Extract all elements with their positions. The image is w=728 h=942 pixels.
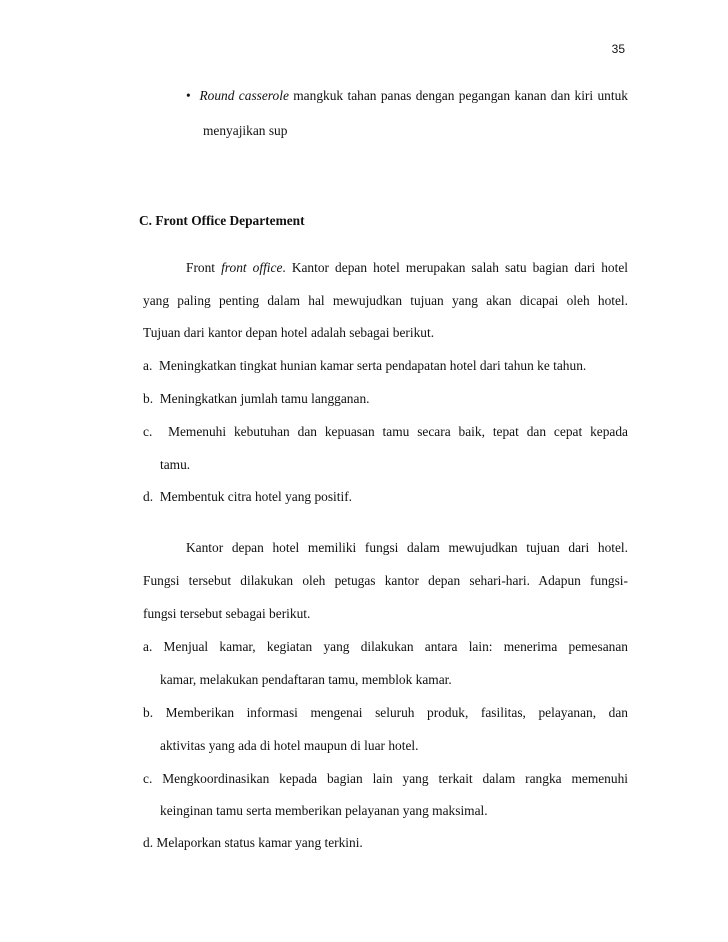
intro-paragraph-line-2: yang paling penting dalam hal mewujudkan tujuan yang akan dicapai oleh hotel. — [143, 293, 628, 308]
list-label: b. — [143, 705, 154, 720]
list-label: a. — [143, 639, 153, 654]
function-item-c — [143, 771, 628, 787]
function-item-a-continuation: kamar, melakukan pendaftaran tamu, memblok kamar. — [160, 672, 452, 687]
list-label: c. — [143, 771, 153, 786]
functions-paragraph-line-3: fungsi tersebut sebagai berikut. — [143, 606, 311, 621]
page-number: 35 — [611, 42, 625, 56]
list-label: d. — [143, 489, 154, 504]
section-heading: C. Front Office Departement — [139, 213, 305, 228]
intro-text: . Kantor depan hotel merupakan salah satu bagian dari hotel — [282, 260, 629, 275]
function-item-c-continuation: keinginan tamu serta memberikan pelayanan yang maksimal. — [160, 803, 488, 818]
function-item-a — [143, 639, 628, 655]
list-label: a. — [143, 358, 153, 373]
bullet-item-continuation: menyajikan sup — [203, 123, 288, 138]
function-item-d — [143, 835, 628, 851]
list-label: b. — [143, 391, 154, 406]
bullet-text: mangkuk tahan panas dengan pegangan kanan dan kiri untuk — [288, 88, 628, 103]
list-text: Memberikan informasi mengenai seluruh produk, fasilitas, pelayanan, dan — [165, 705, 628, 720]
list-text: Menjual kamar, kegiatan yang dilakukan antara lain: menerima pemesanan — [163, 639, 628, 654]
intro-word: Front — [186, 260, 222, 275]
list-label: d. — [143, 835, 154, 850]
list-text: Memenuhi kebutuhan dan kepuasan tamu secara baik, tepat dan cepat kepada — [168, 424, 628, 439]
intro-paragraph-line-1 — [186, 260, 628, 276]
functions-paragraph-line-1: Kantor depan hotel memiliki fungsi dalam mewujudkan tujuan dari hotel. — [186, 540, 628, 555]
goal-item-a — [143, 358, 628, 374]
list-text: Melaporkan status kamar yang terkini. — [156, 835, 363, 850]
goal-item-c — [143, 424, 628, 440]
bullet-symbol: • — [186, 88, 191, 103]
goal-item-d — [143, 489, 628, 505]
functions-paragraph-line-2: Fungsi tersebut dilakukan oleh petugas kantor depan sehari-hari. Adapun fungsi- — [143, 573, 628, 588]
intro-paragraph-line-3: Tujuan dari kantor depan hotel adalah sebagai berikut. — [143, 325, 435, 340]
bullet-term: Round casserole — [199, 88, 289, 103]
list-text: Meningkatkan tingkat hunian kamar serta pendapatan hotel dari tahun ke tahun. — [159, 358, 587, 373]
goal-item-c-continuation: tamu. — [160, 457, 191, 472]
goal-item-b — [143, 391, 628, 407]
list-text: Meningkatkan jumlah tamu langganan. — [159, 391, 370, 406]
bullet-item-round-casserole — [186, 88, 628, 104]
function-item-b — [143, 705, 628, 721]
list-text: Mengkoordinasikan kepada bagian lain yang terkait dalam rangka memenuhi — [162, 771, 628, 786]
function-item-b-continuation: aktivitas yang ada di hotel maupun di luar hotel. — [160, 738, 419, 753]
intro-italic-term: front office — [221, 260, 283, 275]
list-text: Membentuk citra hotel yang positif. — [159, 489, 353, 504]
list-label: c. — [143, 424, 153, 439]
